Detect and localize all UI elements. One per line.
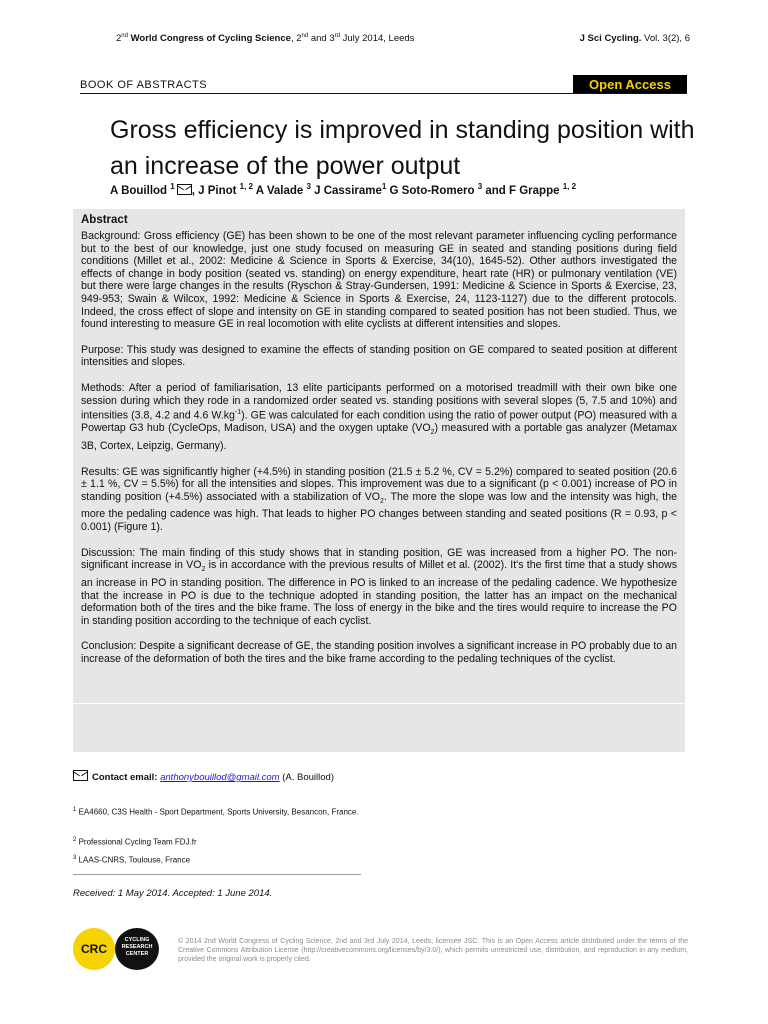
open-access-badge: Open Access	[573, 75, 687, 94]
footnote-3: $^3$ LAAS-CNRS, Toulouse, France	[73, 855, 191, 865]
abstract-divider	[73, 703, 685, 704]
received-dates: Received: 1 May 2014. Accepted: 1 June 2014.	[73, 888, 273, 899]
header-rule	[80, 93, 687, 94]
copyright-notice: © 2014 2nd World Congress of Cycling Science, 2nd and 3rd July 2014, Leeds; licensee JSC. This is an Open Access article distributed under the terms of the Creative Commons Attribution License (http://creativecommons.org/licenses/by/3.0/), which permits unrestricted use, distribution, and reproduction in any medium, provided the original work is properly cited.	[178, 938, 688, 963]
footnote-2: $^2$ Professional Cycling Team FDJ.fr	[73, 837, 197, 847]
paper-title: Gross efficiency is improved in standing position with an increase of the power output	[110, 116, 695, 180]
abstract-discussion: Discussion: The main finding of this study shows that in standing position, GE was increased from a higher PO. The non-significant increase in $VO_2$ is in accordance with the previous results of Millet et al. (2002). It's the first time that a study shows an increase in PO in standing position. The difference in PO is linked to an increase of the pedaling cadence. We hypothesize that the increase in PO is due to the technique adopted in standing position, the latter has an impact on the mechanical deformation both of the tires and the bike frame. The loss of energy in the bike and the tires would require to increase the PO in standing position according to the technique of each cyclist.	[81, 546, 677, 627]
abstract-background: Background: Gross efficiency (GE) has been shown to be one of the most relevant parameter influencing cycling performance but to the best of our knowledge, just one study focused on measuring GE in seated and standing positions during field conditions (Millet et al., 2002: Medicine & Science in Sports & Exercise, 34(10), 1645-52). Other authors investigated the effects of change in body position (seated vs. standing) on energy expenditure, heart rate (HR) or pulmonary ventilation (VE) but there were large changes in the results (Ryschon & Stray-Gundersen, 1991: Medicine & Science in Sports & Exercise, 23, 949-953; Swain & Wilcox, 1992: Medicine & Science in Sports & Exercise, 24, 1123-1127) due to the different protocols. Indeed, the cross effect of slope and intensity on GE in standing compared to seated position has not been studied. Thus, we found interesting to measure GE in real locomotion with elite cyclists at different intensities and slopes.	[81, 230, 677, 331]
cycling-research-center-logo: CYCLING RESEARCH CENTER	[115, 928, 159, 970]
footnote-rule	[73, 874, 361, 875]
abstract-results: Results: GE was significantly higher (+4.5%) in standing position (21.5 ± 5.2 %, CV = 5.2%) compared to seated position (20.6 ± 1.1 %, CV = 5.5%) for all the intensities and slopes. This improvement was due to a significant (p < 0.001) increase of PO in standing position (+4.5%) associated with a stabilization of $VO_2$. The more the slope was low and the intensity was high, the more the pedaling cadence was high. That leads to higher PO changes between standing and seated positions (R = 0.93, p < 0.001) (Figure 1).	[81, 465, 677, 534]
section-label: BOOK OF ABSTRACTS	[80, 79, 208, 91]
abstract-conclusion: Conclusion: Despite a significant decrease of GE, the standing position involves a significant increase in PO probably due to an increase of the deformation of both the tires and the bike frame according to the pedaling techniques of the cyclist.	[81, 640, 677, 665]
author-list: A Bouillod $^1$ , J Pinot $^{1, 2}$ A Valade $^3$ J Cassirame$^1$ G Soto-Romero $^3$ and F Grappe $^{1, 2}$	[110, 182, 577, 197]
contact-block: Contact email: anthonybouillod@gmail.com (A. Bouillod)	[73, 770, 373, 784]
abstract-methods: Methods: After a period of familiarisation, 13 elite participants performed on a motorised treadmill with their own bike one session during which they rode in a randomized order seated vs. standing positions with several slopes (5, 7.5 and 10%) and intensities (3.8, 4.2 and 4.6 $W.kg^{-1}$). GE was calculated for each condition using the ratio of power output (PO) measured with a Powertap G3 hub (CycleOps, Madison, USA) and the oxygen uptake $(VO_2)$ measured with a portable gas analyzer (Metamax 3B, Cortex, Leipzig, Germany).	[81, 381, 678, 452]
envelope-icon	[177, 184, 192, 195]
footnote-1: $^1$ EA4660, C3S Health - Sport Department, Sports University, Besancon, France.	[73, 807, 359, 817]
journal-header-left: 2nd World Congress of Cycling Science, 2nd and 3rd July 2014, Leeds	[116, 33, 415, 45]
journal-header-right: J Sci Cycling. Vol. 3(2), 6	[579, 33, 690, 44]
crc-logo: CRC	[73, 928, 115, 970]
abstract-heading: Abstract	[81, 214, 128, 226]
contact-email-link[interactable]: anthonybouillod@gmail.com	[160, 772, 280, 783]
envelope-icon	[73, 770, 88, 781]
abstract-box	[73, 209, 685, 752]
abstract-purpose: Purpose: This study was designed to examine the effects of standing position on GE compared to seated position at different intensities and slopes.	[81, 343, 677, 369]
